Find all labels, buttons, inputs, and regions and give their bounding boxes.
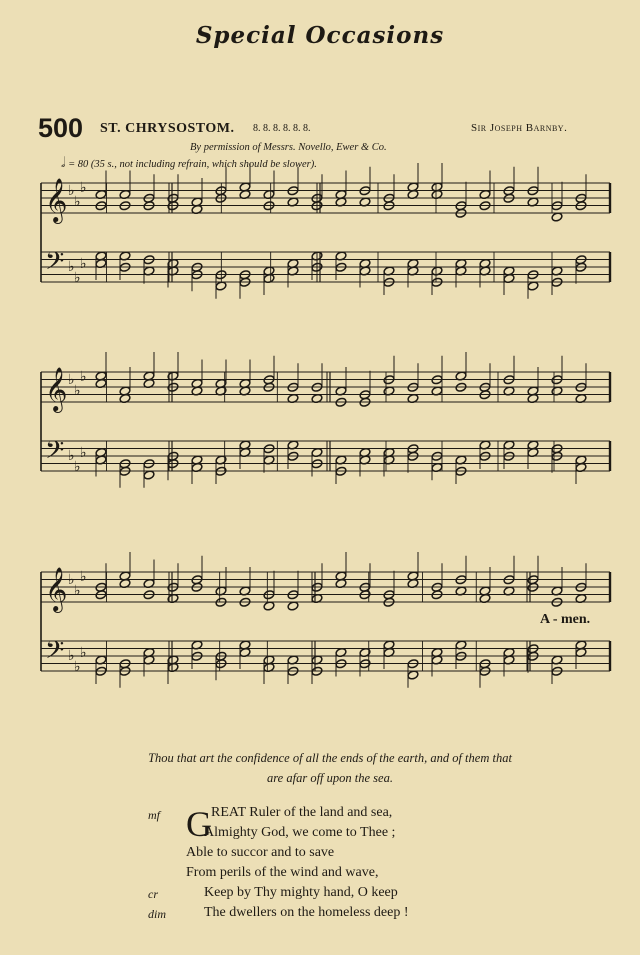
stanza-line-6: The dwellers on the homeless deep ! [204,905,409,920]
flat-icon: ♭ [68,648,75,664]
treble-clef-icon: 𝄞 [45,178,68,222]
scripture-verse [70,748,590,788]
flat-icon: ♭ [80,569,87,585]
stanza-line-5: Keep by Thy mighty hand, O keep [204,885,398,900]
flat-icon: ♭ [68,448,75,464]
hymn-number: 500 [38,113,84,143]
flat-icon: ♭ [74,194,81,210]
page-title: Special Occasions [195,22,445,49]
composer: Sir Joseph Barnby. [471,122,568,134]
dynamic-cr: cr [148,887,158,901]
bass-clef-icon: 𝄢 [45,636,65,671]
dynamic-mf: mf [148,808,160,822]
tempo-text: = 80 (35 s., not including refrain, which should be slower). [65,159,317,170]
flat-icon: ♭ [74,459,81,475]
stanza-line-3: Able to succor and to save [186,845,335,860]
flat-icon: ♭ [68,372,75,388]
meter: 8. 8. 8. 8. 8. 8. [253,123,311,134]
treble-clef-icon: 𝄞 [45,567,68,611]
permission-note: By permission of Messrs. Novello, Ewer & Co. [190,142,387,153]
flat-icon: ♭ [74,383,81,399]
bass-clef-icon: 𝄢 [45,247,65,282]
flat-icon: ♭ [74,583,81,599]
flat-icon: ♭ [68,572,75,588]
flat-icon: ♭ [74,659,81,675]
flat-icon: ♭ [80,369,87,385]
dynamic-dim: dim [148,907,166,921]
scripture-line-1: Thou that art the confidence of all the ends of the earth, and of them that [148,751,512,765]
amen-lyric: A - men. [540,612,591,627]
half-note-icon: 𝅗𝅥 [61,156,66,171]
stanza-line-4: From perils of the wind and wave, [186,865,379,880]
bass-clef-icon: 𝄢 [45,436,65,471]
flat-icon: ♭ [80,645,87,661]
treble-clef-icon: 𝄞 [45,367,68,411]
flat-icon: ♭ [80,180,87,196]
scripture-line-2: are afar off upon the sea. [267,771,393,785]
flat-icon: ♭ [80,256,87,272]
stanza-line-2: Almighty God, we come to Thee ; [204,825,396,840]
flat-icon: ♭ [68,183,75,199]
tune-name: ST. CHRYSOSTOM. [100,121,235,136]
flat-icon: ♭ [80,445,87,461]
flat-icon: ♭ [74,270,81,286]
flat-icon: ♭ [68,259,75,275]
stanza-line-1: REAT Ruler of the land and sea, [211,805,393,820]
drop-cap: G [186,804,212,844]
